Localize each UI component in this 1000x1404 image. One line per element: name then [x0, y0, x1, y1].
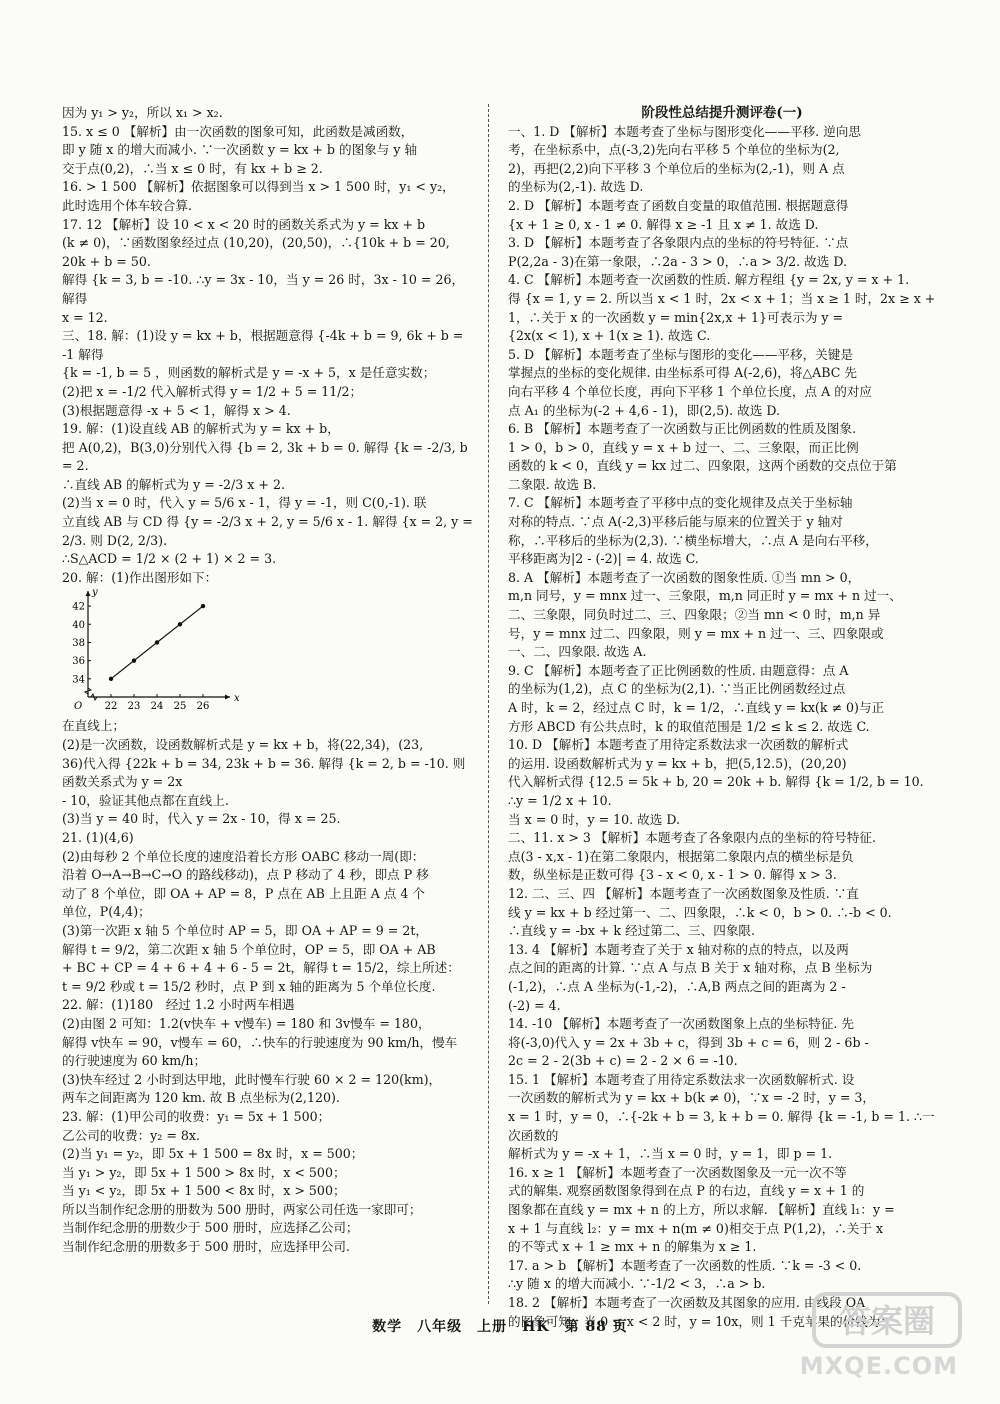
page-footer: 数学 八年级 上册 HK 第 88 页 — [372, 1319, 628, 1335]
text-line: (3)快车经过 2 小时到达甲地，此时慢车行驶 60 × 2 = 120(km)， — [62, 1071, 442, 1087]
text-line: 的运用. 设函数解析式为 y = kx + b，把(5,12.5)，(20,20) — [508, 755, 847, 771]
text-line: ∴直线 y = -bx + k 经过第二、三、四象限. — [508, 923, 756, 939]
text-line: 即 y 随 x 的增大而减小. ∵一次函数 y = kx + b 的图象与 y 轴 — [62, 142, 418, 158]
text-line: 交于点(0,2)，∴当 x ≤ 0 时，有 kx + b ≥ 2. — [62, 160, 323, 176]
data-point — [201, 604, 205, 608]
text-line: 当 x = 0 时，y = 10. 故选 D. — [508, 811, 681, 827]
text-line: 得 {x = 1, y = 2. 所以当 x < 1 时，2x < x + 1；当 x ≥ 1 时，2x ≥ x + — [508, 290, 936, 306]
y-tick-label: 36 — [72, 656, 85, 668]
text-line: 式的解集. 观察函数图象得到在点 P 的右边，直线 y = x + 1 的 — [508, 1183, 865, 1199]
text-line: 23. 解：(1)甲公司的收费：y₁ = 5x + 1 500； — [62, 1108, 331, 1124]
text-line: 2c = 2 - 2(3b + c) = 2 - 2 × 6 = -10. — [508, 1053, 738, 1069]
text-line: 立直线 AB 与 CD 得 {y = -2/3 x + 2, y = 5/6 x - 1. 解得 {x = 2, y = 2/3. 则 D(2, 2/3). — [62, 514, 477, 548]
text-line: 的图象可知，当 0 ≤ x < 2 时，y = 10x，则 1 千克苹果的价钱为： — [508, 1313, 893, 1329]
text-line: 号，y = mnx 过二、四象限，则 y = mx + n 过一、三、四象限或 — [508, 625, 884, 641]
text-line: x = 1 时，y = 0，∴{-2k + b = 3, k + b = 0. 解得 {k = -1, b = 1. ∴一次函数的 — [508, 1109, 935, 1143]
text-line: 乙公司的收费：y₂ = 8x. — [62, 1127, 200, 1143]
watermark — [799, 1290, 962, 1382]
text-line: 方形 ABCD 有公共点时，k 的取值范围是 1/2 ≤ k ≤ 2. 故选 C. — [508, 718, 870, 734]
text-line: 4. C 【解析】本题考查一次函数的性质. 解方程组 {y = 2x, y = x + 1. — [508, 272, 910, 288]
line-chart — [66, 587, 240, 715]
text-line: 当制作纪念册的册数少于 500 册时，应选择乙公司； — [62, 1220, 359, 1236]
text-line: 线 y = kx + b 经过第一、二、四象限，∴k < 0，b > 0. ∴-b < 0. — [508, 904, 892, 920]
text-line: (2)由图 2 可知：1.2(v快车 + v慢车) = 180 和 3v慢车 = 180， — [62, 1015, 431, 1031]
text-line: 点之间的距离的计算. ∵点 A 与点 B 关于 x 轴对称，点 B 坐标为 — [508, 960, 873, 976]
text-line: 平移距离为|2 - (-2)| = 4. 故选 C. — [508, 551, 699, 567]
text-line: 一、1. D 【解析】本题考查了坐标与图形变化——平移. 逆向思 — [508, 123, 861, 139]
chart-caption: 在直线上； — [62, 718, 125, 734]
origin-label: O — [74, 701, 83, 713]
text-line: 点 A₁ 的坐标为(-2 + 4,6 - 1)，即(2,5). 故选 D. — [508, 402, 780, 418]
text-line: (-1,2)，∴点 A 坐标为(-1,-2)，∴A,B 两点之间的距离为 2 - — [508, 978, 846, 994]
y-tick-label: 38 — [72, 638, 85, 650]
text-line: 36)代入得 {22k + b = 34, 23k + b = 36. 解得 {k = 2, b = -10. 则函数关系式为 y = 2x — [62, 755, 466, 790]
text-line: 掌握点的坐标的变化规律. 由坐标系可得 A(-2,6)，将△ABC 先 — [508, 365, 857, 381]
text-line: 当制作纪念册的册数多于 500 册时，应选择甲公司. — [62, 1239, 350, 1255]
text-line: 22. 解：(1)180 经过 1.2 小时两车相遇 — [62, 997, 295, 1013]
text-line: 9. C 【解析】本题考查了正比例函数的性质. 由题意得：点 A — [508, 662, 849, 678]
y-axis-arrow — [86, 591, 91, 596]
x-tick-label: 22 — [104, 701, 118, 713]
text-line: 所以当制作纪念册的册数为 500 册时，两家公司任选一家即可； — [62, 1201, 422, 1217]
text-line: P(2,2a - 3)在第一象限，∴2a - 3 > 0，∴a > 3/2. 故选 D. — [508, 253, 848, 269]
text-line: 17. 12 【解析】设 10 < x < 20 时的函数关系式为 y = kx + b — [62, 216, 426, 232]
text-line: 18. 2 【解析】本题考查了一次函数及其图象的应用. 由线段 OA — [508, 1295, 866, 1310]
right-text-block — [508, 123, 936, 1332]
watermark-logo — [812, 1290, 962, 1350]
text-line: 向右平移 4 个单位长度，再向下平移 1 个单位长度，点 A 的对应 — [508, 383, 872, 399]
text-line: 解得 t = 9/2，第二次距 x 轴 5 个单位时，OP = 5，即 OA + AB — [62, 941, 436, 957]
section-title: 阶段性总结提升测评卷(一) — [641, 105, 803, 121]
text-line: (3)根据题意得 -x + 5 < 1，解得 x > 4. — [62, 402, 291, 418]
text-line: 对称的特点. ∵点 A(-2,3)平移后能与原来的位置关于 y 轴对 — [508, 514, 843, 530]
text-line: 16. x ≥ 1 【解析】本题考查了一次函数图象及一元一次不等 — [508, 1164, 847, 1180]
data-point — [132, 659, 136, 663]
y-axis-label: y — [92, 587, 98, 599]
text-line: 2. D 【解析】本题考查了函数自变量的取值范围. 根据题意得 — [508, 197, 849, 213]
text-line: {2x(x < 1), x + 1(x ≥ 1). 故选 C. — [508, 328, 711, 344]
data-point — [178, 623, 182, 627]
text-line: 1，∴关于 x 的一次函数 y = min{2x,x + 1}可表示为 y = — [508, 309, 844, 325]
watermark-url: MXQE.COM — [799, 1352, 958, 1380]
text-line: ∴直线 AB 的解析式为 y = -2/3 x + 2. — [62, 476, 285, 492]
text-line: 代入解析式得 {12.5 = 5k + b, 20 = 20k + b. 解得 {k = 1/2, b = 10. ∴y = 1/2 x + 10. — [508, 774, 928, 808]
left-text-block — [62, 104, 477, 587]
text-line: (2)由每秒 2 个单位长度的速度沿着长方形 OABC 移动一周(即： — [62, 848, 425, 864]
left-column — [62, 104, 477, 1257]
text-line: 沿着 O→A→B→C→O 的路线移动)，点 P 移动了 4 秒，即点 P 移 — [62, 867, 429, 883]
text-line: 图象都在直线 y = mx + n 的上方，所以求解. 【解析】直线 l₁：y = — [508, 1202, 895, 1218]
text-line: 二、三象限，同负时过二、三、四象限；②当 mn < 0 时，m,n 异 — [508, 607, 881, 623]
text-line: 5. D 【解析】本题考查了坐标与图形的变化——平移，关键是 — [508, 346, 853, 362]
text-line: 14. -10 【解析】本题考查了一次函数图象上点的坐标特征. 先 — [508, 1016, 854, 1032]
text-line: (2)把 x = -1/2 代入解析式得 y = 1/2 + 5 = 11/2； — [62, 383, 363, 399]
text-line: 动了 8 个单位，即 OA + AP = 8，P 点在 AB 上且距 A 点 4 个 — [62, 885, 425, 901]
x-tick-label: 24 — [150, 701, 164, 713]
data-point — [155, 641, 159, 645]
text-line: 把 A(0,2)，B(3,0)分别代入得 {b = 2, 3k + b = 0. 解得 {k = -2/3, b = 2. — [62, 439, 472, 474]
text-line: 15. x ≤ 0 【解析】由一次函数的图象可知，此函数是减函数， — [62, 123, 414, 139]
text-line: ∴S△ACD = 1/2 × (2 + 1) × 2 = 3. — [62, 551, 277, 567]
text-line: (2)当 y₁ = y₂，即 5x + 1 500 = 8x 时，x = 500； — [62, 1146, 364, 1162]
text-line: 19. 解：(1)设直线 AB 的解析式为 y = kx + b， — [62, 421, 340, 437]
text-line: 的不等式 x + 1 ≥ mx + n 的解集为 x ≥ 1. — [508, 1239, 757, 1255]
text-line: 6. B 【解析】本题考查了一次函数与正比例函数的性质及图象. — [508, 421, 857, 437]
text-line: 16. > 1 500 【解析】依据图象可以得到当 x > 1 500 时，y₁ < y₂， — [62, 179, 455, 195]
text-line: 13. 4 【解析】本题考查了关于 x 轴对称的点的特点，以及两 — [508, 941, 849, 957]
text-line: x + 1 与直线 l₂：y = mx + n(m ≠ 0)相交于点 P(1,2)，∴关于 x — [508, 1220, 884, 1236]
text-line: 二、11. x > 3 【解析】本题考查了各象限内点的坐标的符号特征. — [508, 830, 876, 846]
text-line: 3. D 【解析】本题考查了各象限内点的坐标的符号特征. ∵点 — [508, 235, 849, 251]
text-line: 称，∴平移后的坐标为(2,3). ∵横坐标增大，∴点 A 是向右平移， — [508, 532, 878, 548]
text-line: 20. 解：(1)作出图形如下： — [62, 569, 218, 585]
left-text-block-2 — [62, 736, 474, 1257]
right-column — [508, 104, 936, 1331]
text-line: 数，纵坐标是正数可得 {3 - x < 0, x - 1 > 0. 解得 x > 3. — [508, 867, 837, 883]
text-line: (k ≠ 0)，∵函数图象经过点 (10,20)，(20,50)，∴{10k + b = 20, 20k + b = 50. — [62, 235, 454, 269]
text-line: (2)当 x = 0 时，代入 y = 5/6 x - 1，得 y = -1，则 C(0,-1). 联 — [62, 495, 427, 511]
text-line: 当 y₁ > y₂，即 5x + 1 500 > 8x 时，x < 500； — [62, 1164, 346, 1180]
y-tick-label: 40 — [72, 620, 85, 632]
text-line: 解得 v快车 = 90，v慢车 = 60，∴快车的行驶速度为 90 km/h，慢车 — [62, 1034, 458, 1050]
text-line: (3)当 y = 40 时，代入 y = 2x - 10，得 x = 25. — [62, 811, 341, 827]
text-line: 因为 y₁ > y₂，所以 x₁ > x₂. — [62, 105, 223, 120]
text-line: 考，在坐标系中，点(-3,2)先向右平移 5 个单位的坐标为(2, — [508, 142, 840, 158]
x-axis-label: x — [234, 693, 240, 705]
x-tick-label: 26 — [196, 701, 210, 713]
text-line: {k = -1, b = 5 ，则函数的解析式是 y = -x + 5，x 是任意实数； — [62, 365, 436, 381]
text-line: x = 12. — [62, 309, 108, 325]
text-line: 一次函数的解析式为 y = kx + b(k ≠ 0)，∵x = -2 时，y = 3， — [508, 1090, 875, 1106]
watermark-logo-text: 答案圈 — [838, 1302, 936, 1340]
text-line: 8. A 【解析】本题考查了一次函数的图象性质. ①当 mn > 0， — [508, 569, 861, 585]
text-line: {x + 1 ≥ 0, x - 1 ≠ 0. 解得 x ≥ -1 且 x ≠ 1. 故选 D. — [508, 216, 819, 232]
data-point — [109, 677, 113, 681]
text-line: 解析式为 y = -x + 1，∴当 x = 0 时，y = 1，即 p = 1. — [508, 1146, 833, 1162]
text-line: 的行驶速度为 60 km/h； — [62, 1053, 207, 1069]
text-line: 将(-3,0)代入 y = 2x + 3b + c，得到 3b + c = 6，则 2 - 6b - — [508, 1034, 869, 1050]
chart-svg — [66, 587, 240, 715]
text-line: 17. a > b 【解析】本题考查了一次函数的性质. ∵k = -3 < 0. — [508, 1257, 862, 1273]
text-line: 15. 1 【解析】本题考查了用待定系数法求一次函数解析式. 设 — [508, 1071, 855, 1087]
x-tick-label: 25 — [173, 701, 187, 713]
x-axis-arrow — [225, 695, 230, 700]
text-line: 21. (1)(4,6) — [62, 830, 134, 845]
y-tick-label: 42 — [72, 602, 85, 614]
text-line: + BC + CP = 4 + 6 + 4 + 6 - 5 = 2t，解得 t = 15/2，综上所述： — [62, 960, 460, 976]
text-line: 三、18. 解：(1)设 y = kx + b，根据题意得 {-4k + b = 9, 6k + b = -1 解得 — [62, 328, 468, 362]
text-line: 12. 二、三、四 【解析】本题考查了一次函数图象及性质. ∵直 — [508, 885, 859, 901]
text-line: (2)是一次函数，设函数解析式是 y = kx + b，将(22,34)，(23, — [62, 737, 424, 753]
text-line: 10. D 【解析】本题考查了用待定系数法求一次函数的解析式 — [508, 737, 849, 753]
column-divider — [488, 104, 489, 1304]
y-tick-label: 34 — [72, 674, 85, 686]
text-line: 的坐标为(2,-1). 故选 D. — [508, 179, 644, 195]
text-line: - 10，验证其他点都在直线上. — [62, 792, 229, 808]
text-line: (-2) = 4. — [508, 997, 561, 1013]
text-line: 7. C 【解析】本题考查了平移中点的变化规律及点关于坐标轴 — [508, 495, 853, 511]
text-line: 的坐标为(1,2)，点 C 的坐标为(2,1). ∵当正比例函数经过点 — [508, 681, 846, 697]
text-line: 解得 {k = 3, b = -10. ∴y = 3x - 10，当 y = 26 时，3x - 10 = 26，解得 — [62, 272, 465, 306]
text-line: 1 > 0，b > 0，直线 y = x + b 过一、二、三象限，而正比例 — [508, 439, 859, 455]
text-line: 单位，P(4,4)； — [62, 904, 151, 920]
text-line: 一、二、四象限. 故选 A. — [508, 644, 647, 660]
text-line: t = 9/2 秒或 t = 15/2 秒时，点 P 到 x 轴的距离为 5 个单位长度. — [62, 978, 436, 994]
text-line: A 时，k = 2，经过点 C 时，k = 1/2，∴直线 y = kx(k ≠ 0)与正 — [508, 700, 885, 715]
text-line: m,n 同号，y = mnx 过一、三象限，m,n 同正时 y = mx + n 过一、 — [508, 588, 902, 604]
text-line: 两车之间距离为 120 km. 故 B 点坐标为(2,120). — [62, 1090, 340, 1106]
text-line: 当 y₁ < y₂，即 5x + 1 500 < 8x 时，x > 500； — [62, 1183, 346, 1199]
text-line: 此时选用个体车较合算. — [62, 197, 192, 213]
text-line: 点(3 - x,x - 1)在第二象限内，根据第二象限内点的横坐标是负 — [508, 848, 854, 864]
text-line: 二象限. 故选 B. — [508, 476, 597, 492]
x-tick-label: 23 — [127, 701, 141, 713]
text-line: 2)，再把(2,2)向下平移 3 个单位后的坐标为(2,-1)，则 A 点 — [508, 160, 845, 176]
text-line: 函数的 k < 0，直线 y = kx 过二、四象限，这两个函数的交点位于第 — [508, 458, 897, 474]
text-line: ∴y 随 x 的增大而减小. ∵-1/2 < 3，∴a > b. — [508, 1276, 766, 1292]
text-line: (3)第一次距 x 轴 5 个单位时 AP = 5，即 OA + AP = 9 = 2t， — [62, 922, 428, 938]
